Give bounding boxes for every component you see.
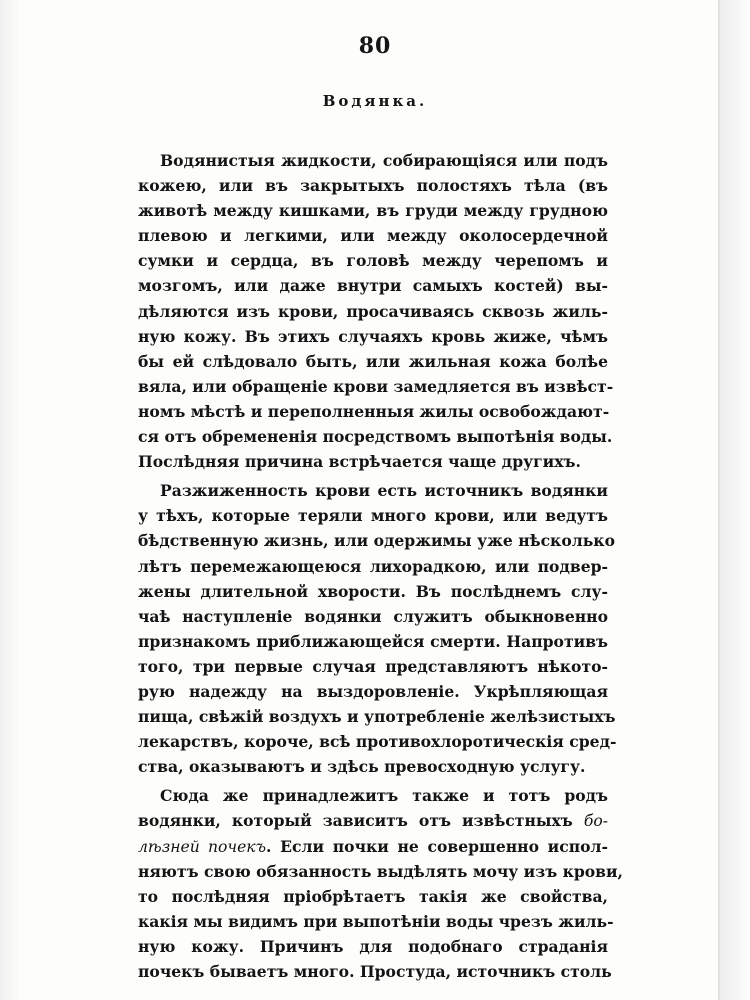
text-line: Послѣдняя причина встрѣчается чаще другихъ. — [138, 452, 581, 472]
section-heading: Водянка. — [322, 92, 428, 110]
text-line: у тѣхъ, которые теряли много крови, или ведутъ — [138, 506, 608, 526]
text-line: того, три первые случая представляютъ нѣкото- — [138, 656, 608, 676]
text-line — [138, 808, 608, 833]
text-line: бы ей слѣдовало быть, или жильная кожа болѣе — [138, 351, 608, 371]
italic-text-run: лѣзней почекъ — [138, 837, 267, 856]
text-line: рую надежду на выздоровленіе. Укрѣпляющая — [138, 681, 608, 701]
text-run: водянки, который зависитъ отъ извѣстныхъ — [138, 811, 584, 831]
text-line: пища, свѣжій воздухъ и употребленіе желѣзистыхъ — [138, 707, 616, 727]
body-text — [138, 148, 623, 984]
text-line: вяла, или обращеніе крови замедляется въ извѣст- — [138, 376, 614, 396]
text-line: бѣдственную жизнь, или одержимы уже нѣсколько — [138, 531, 615, 551]
text-line: сумки и сердца, въ головѣ между черепомъ и — [138, 251, 608, 271]
text-line: ную кожу. Въ этихъ случаяхъ кровь жиже, чѣмъ — [138, 326, 608, 346]
text-line: ства, оказываютъ и здѣсь превосходную услугу. — [138, 757, 586, 777]
text-line: признакомъ приближающейся смерти. Напротивъ — [138, 631, 608, 651]
text-line: ную кожу. Причинъ для подобнаго страданія — [138, 936, 608, 956]
text-line: мозгомъ, или даже внутри самыхъ костей) вы- — [138, 276, 608, 296]
text-run: . Если почки не совершенно испол- — [266, 836, 608, 856]
text-line: номъ мѣстѣ и переполненныя жилы освобождают- — [138, 401, 610, 421]
page-gutter-shadow — [0, 0, 20, 1000]
text-line — [138, 834, 608, 859]
text-line: какія мы видимъ при выпотѣніи воды чрезъ жиль- — [138, 911, 614, 931]
text-line: няютъ свою обязанность выдѣлять мочу изъ крови, — [138, 861, 623, 881]
text-line: дѣляются изъ крови, просачиваясь сквозь жиль- — [138, 301, 608, 321]
page-edge-shadow — [720, 0, 750, 1000]
text-line: то послѣдняя пріобрѣтаетъ такія же свойства, — [138, 886, 608, 906]
text-line: кожею, или въ закрытыхъ полостяхъ тѣла (въ — [138, 176, 608, 196]
text-line: Сюда же принадлежитъ также и тотъ родъ — [160, 786, 608, 806]
text-line: лекарствъ, короче, всѣ противохлоротическія сред- — [138, 732, 617, 752]
italic-text-run: бо- — [583, 812, 608, 831]
text-line: ся отъ обремененія посредствомъ выпотѣнія воды. — [138, 427, 613, 447]
text-line: жены длительной хворости. Въ послѣднемъ слу- — [138, 581, 608, 601]
text-line: плевою и легкими, или между околосердечной — [138, 226, 608, 246]
text-line: Разжиженность крови есть источникъ водянки — [160, 481, 608, 501]
text-line: Водянистыя жидкости, собирающіяся или подъ — [160, 151, 608, 170]
text-line: чаѣ наступленіе водянки служитъ обыкновенно — [138, 606, 608, 626]
text-line: животѣ между кишками, въ груди между грудною — [138, 201, 608, 221]
page-number: 80 — [358, 33, 392, 59]
text-line: почекъ бываетъ много. Простуда, источникъ столь — [138, 962, 612, 981]
text-line: лѣтъ перемежающеюся лихорадкою, или подвер- — [138, 556, 608, 576]
